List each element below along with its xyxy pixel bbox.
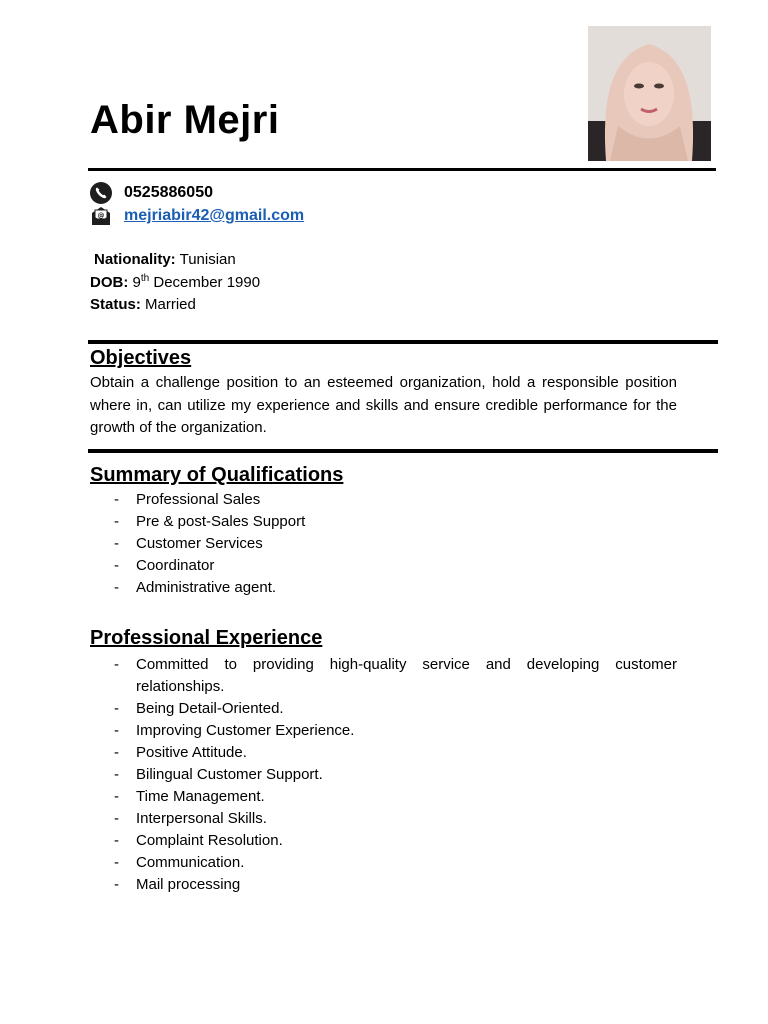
email-link[interactable]: mejriabir42@gmail.com bbox=[124, 207, 305, 224]
list-item: - Mail processing bbox=[114, 876, 241, 893]
dob-label: DOB: bbox=[90, 274, 129, 291]
nationality-line bbox=[94, 251, 236, 268]
dob-line bbox=[90, 273, 260, 291]
phone-icon bbox=[90, 182, 112, 204]
qualifications-list bbox=[90, 489, 677, 599]
dob-suffix: th bbox=[140, 273, 150, 284]
svg-text:@: @ bbox=[97, 211, 105, 220]
status-line bbox=[90, 296, 196, 313]
objectives-top-divider bbox=[88, 340, 718, 344]
list-item: - Time Management. bbox=[114, 788, 265, 805]
nationality-label: Nationality: bbox=[94, 251, 176, 268]
list-item: - Interpersonal Skills. bbox=[114, 810, 267, 827]
objectives-text: Obtain a challenge position to an esteemed organization, hold a responsible position where in, can utilize my experience and skills and ensure credible performance for the growth of the organization. bbox=[90, 374, 677, 436]
phone-row bbox=[90, 182, 213, 204]
list-item: - Complaint Resolution. bbox=[114, 832, 283, 849]
objectives-bottom-divider bbox=[88, 449, 718, 453]
list-item: - Committed to providing high-quality service and developing customer relationships. bbox=[114, 656, 677, 695]
list-item: - Pre & post-Sales Support bbox=[114, 513, 306, 530]
list-item: - Improving Customer Experience. bbox=[114, 722, 355, 739]
experience-list bbox=[90, 654, 677, 896]
list-item: - Communication. bbox=[114, 854, 245, 871]
list-item: - Bilingual Customer Support. bbox=[114, 766, 323, 783]
phone-number: 0525886050 bbox=[124, 184, 213, 201]
portrait-illustration bbox=[588, 26, 711, 161]
list-item: - Professional Sales bbox=[114, 491, 261, 508]
candidate-name: Abir Mejri bbox=[90, 98, 280, 142]
qualifications-heading: Summary of Qualifications bbox=[90, 464, 344, 486]
list-item: - Being Detail-Oriented. bbox=[114, 700, 284, 717]
dob-day: 9 bbox=[132, 274, 141, 291]
experience-heading: Professional Experience bbox=[90, 627, 323, 649]
envelope-icon bbox=[90, 205, 112, 227]
list-item: - Coordinator bbox=[114, 557, 215, 574]
nationality-value: Tunisian bbox=[179, 251, 236, 268]
list-item: - Customer Services bbox=[114, 535, 263, 552]
status-label: Status: bbox=[90, 296, 141, 313]
email-row bbox=[90, 205, 304, 227]
objectives-heading: Objectives bbox=[90, 347, 192, 369]
status-value: Married bbox=[145, 296, 196, 313]
list-item: - Administrative agent. bbox=[114, 579, 277, 596]
profile-photo bbox=[588, 26, 711, 161]
header-divider bbox=[88, 168, 716, 171]
list-item: - Positive Attitude. bbox=[114, 744, 247, 761]
dob-rest: December 1990 bbox=[153, 274, 261, 291]
